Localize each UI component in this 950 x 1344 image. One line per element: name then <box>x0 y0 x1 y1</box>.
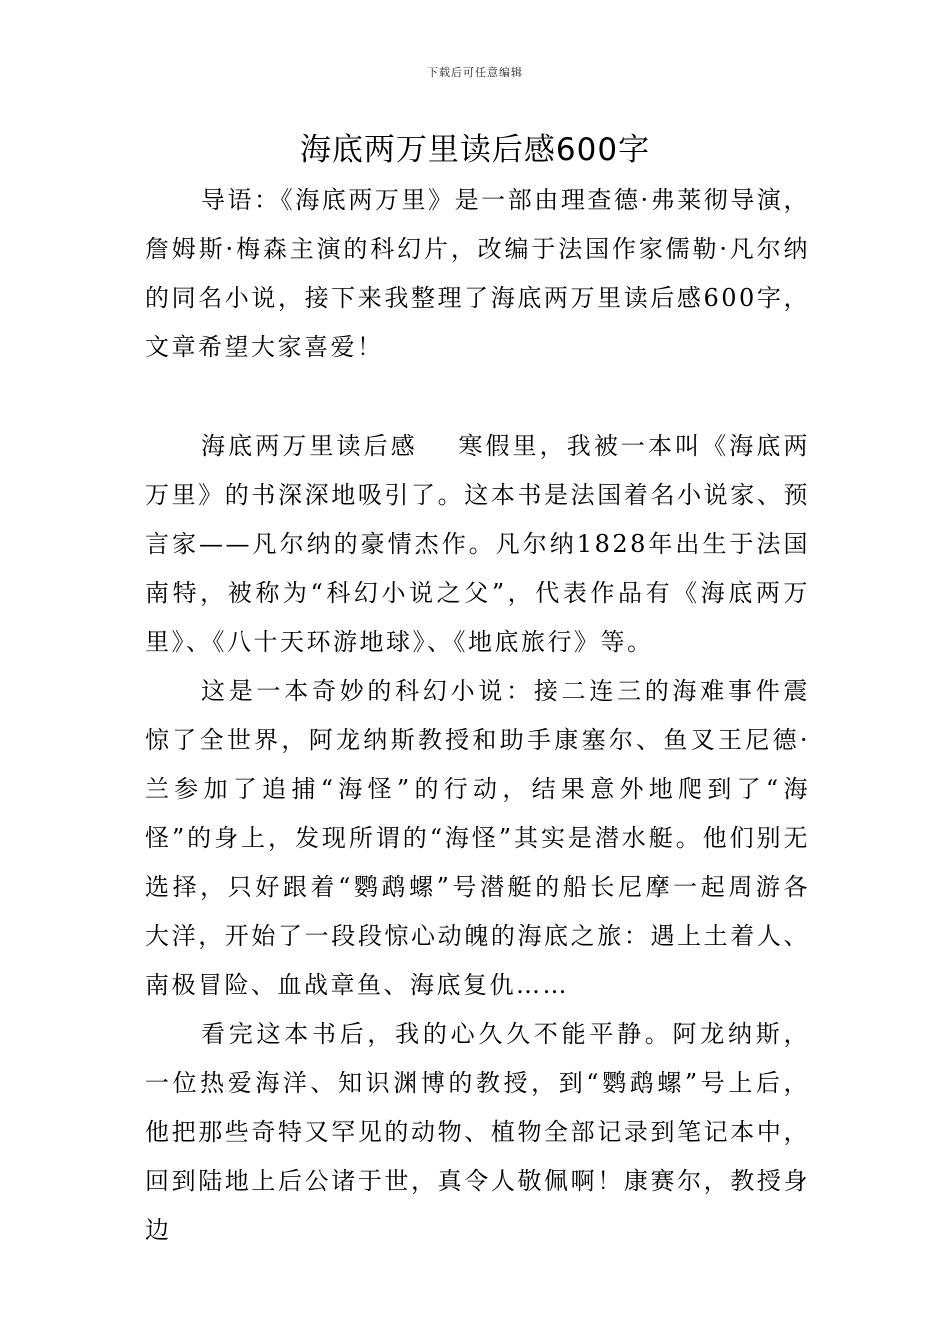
page-title: 海底两万里读后感600字 <box>299 132 651 168</box>
section-heading: 海底两万里读后感 <box>201 432 418 460</box>
intro-paragraph: 导语：《海底两万里》是一部由理查德·弗莱彻导演，詹姆斯·梅森主演的科幻片，改编于法国作家儒勒·凡尔纳的同名小说，接下来我整理了海底两万里读后感600字，文章希望大家喜爱！ <box>145 186 810 361</box>
paragraph-2: 这是一本奇妙的科幻小说：接二连三的海难事件震惊了全世界，阿龙纳斯教授和助手康塞尔、鱼叉王尼德·兰参加了追捕“海怪”的行动，结果意外地爬到了“海怪”的身上，发现所谓的“海怪”其实是潜水艇。他们别无选择，只好跟着“鹦鹉螺”号潜艇的船长尼摩一起周游各大洋，开始了一段段惊心动魄的海底之旅：遇上土着人、南极冒险、血战章鱼、海底复仇…… <box>145 677 810 999</box>
header-note: 下载后可任意编辑 <box>427 66 523 79</box>
paragraph-1-text: 寒假里，我被一本叫《海底两万里》的书深深地吸引了。这本书是法国着名小说家、预言家——凡尔纳的豪情杰作。凡尔纳1828年出生于法国南特，被称为“科幻小说之父”，代表作品有《海底两万里》、《八十天环游地球》、《地底旅行》等。 <box>145 432 811 656</box>
main-body <box>145 422 810 1255</box>
paragraph-1 <box>145 422 810 667</box>
paragraph-3: 看完这本书后，我的心久久不能平静。阿龙纳斯，一位热爱海洋、知识渊博的教授，到“鹦鹉螺”号上后，他把那些奇特又罕见的动物、植物全部记录到笔记本中，回到陆地上后公诸于世，真令人敬佩啊！康赛尔，教授身边 <box>145 1020 810 1244</box>
intro-block <box>145 176 810 372</box>
